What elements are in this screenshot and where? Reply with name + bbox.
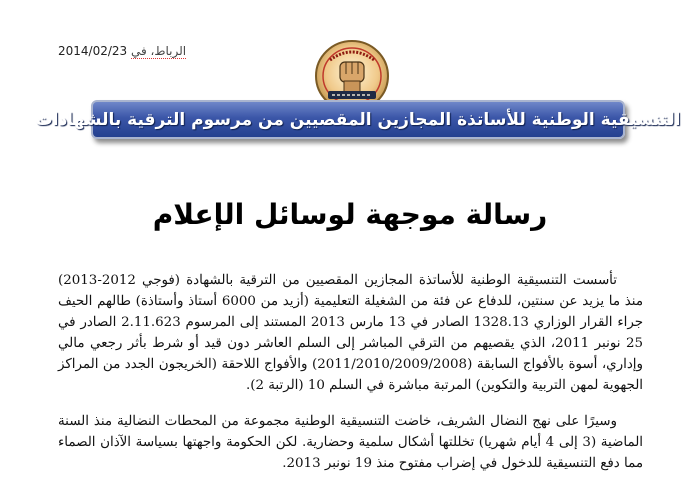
paragraph-2: وسيرًا على نهج النضال الشريف، خاضت التنسيقية الوطنية مجموعة من المحطات النضالية منذ السنة الماضية (3 إلى 4 أيام شهريا) تخللتها أشكال سلمية وحضارية. لكن الحكومة واجهتها بسياسة الآذان الصماء مما دفع التنسيقية للدخول في إضراب مفتوح منذ 19 نونبر 2013. [58,414,643,471]
banner-title: التنسيقية الوطنية للأساتذة المجازين المقصيين من مرسوم الترقية بالشهادات [35,109,681,130]
date-city: الرباط، في [131,44,187,58]
document-title: رسالة موجهة لوسائل الإعلام [152,198,548,231]
organization-banner [35,100,681,139]
date-line [58,44,186,58]
date-value: 2014/02/23 [58,44,128,58]
paragraph-1: تأسست التنسيقية الوطنية للأساتذة المجازين المقصيين من الترقية بالشهادة (فوجي 2012-2013) منذ ما يزيد عن سنتين، للدفاع عن فئة من الشغيلة التعليمية (أزيد من 6000 أستاذ وأستاذة) طالهم الحيف جراء القرار الوزاري 1328.13 الصادر في 13 مارس 2013 المستند إلى المرسوم 2.11.623 الصادر في 25 نونبر 2011، الذي يقصيهم من الترقي المباشر إلى السلم العاشر دون قيد أو شرط بأثر رجعي مالي وإداري، أسوة بالأفواج السابقة (2011/2010/2009/2008) والأفواج اللاحقة (الخريجون الجدد من المراكز الجهوية لمهن التربية والتكوين) المرتبة مباشرة في السلم 10 (الرتبة 2). [58,273,644,393]
